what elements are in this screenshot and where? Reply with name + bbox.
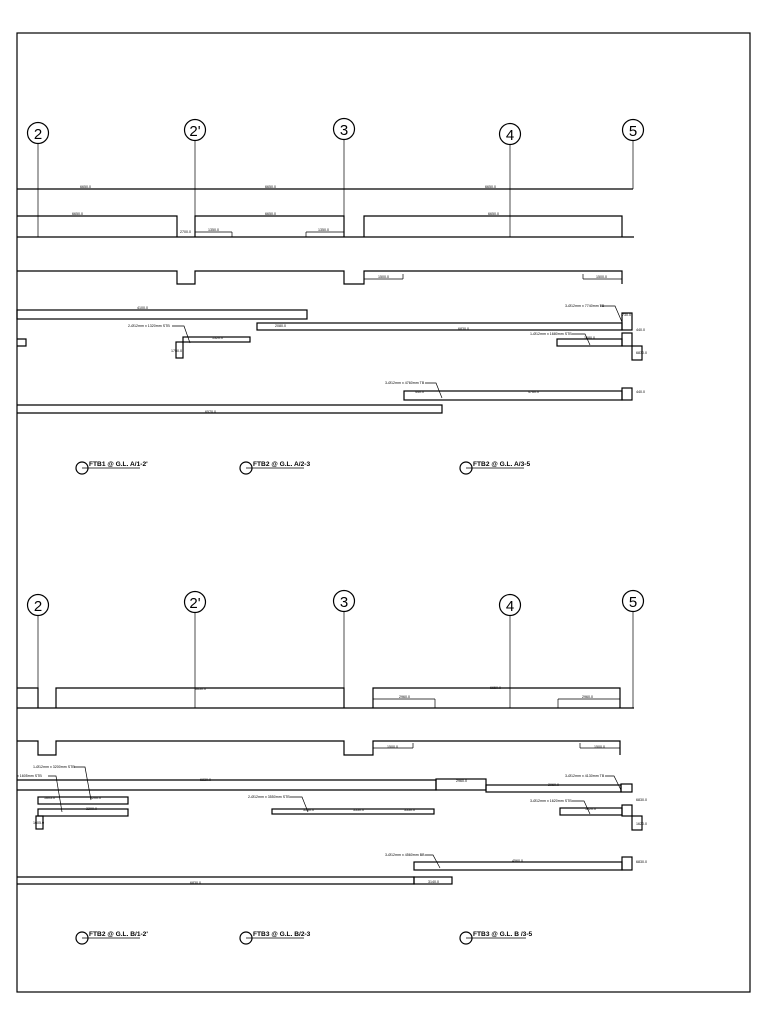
dim-label: 6650.0: [488, 212, 499, 216]
section-tag-title: FTB3 @ G.L. B/2-3: [253, 931, 311, 938]
rebar-dim: 1320.0: [212, 336, 223, 340]
dim-label: 1500.0: [594, 745, 605, 749]
grid-label-5-bottom: 5: [628, 594, 638, 611]
dim-label: 2960.0: [399, 695, 410, 699]
rebar-dim: 3550.0: [353, 808, 364, 812]
section-tag-title: FTB2 @ G.L. A/2-3: [253, 461, 311, 468]
dim-label: 2960.0: [582, 695, 593, 699]
grid-label-3-top: 3: [339, 122, 349, 139]
section-tag-title: FTB2 @ G.L. A/3-5: [473, 461, 531, 468]
rebar-dim: 6830.0: [636, 798, 647, 802]
rebar-dim: 6830.0: [636, 351, 647, 355]
dim-label: 1350.0: [208, 228, 219, 232]
grid-bubble-2-bottom[interactable]: [28, 595, 49, 616]
bar-note: 1-Ø12mm x 1680mm STB: [530, 332, 572, 336]
section-2: [17, 591, 647, 945]
dim-label: 1500.0: [387, 745, 398, 749]
dim-label: 6650.0: [490, 686, 501, 690]
bar-note: 3-Ø12mm x 4560mm BB: [385, 853, 425, 857]
section-tag-title: FTB2 @ G.L. B/1-2': [89, 931, 148, 938]
bar-note: 3-Ø12mm x 7740mm TB: [565, 304, 605, 308]
rebar-dim: 6830.0: [200, 778, 211, 782]
grid-lines-bottom: [38, 612, 633, 708]
rebar-dim: 4560.0: [512, 859, 523, 863]
footing-line-top: [17, 271, 622, 284]
grid-bubble-2prime-bottom[interactable]: [185, 592, 206, 613]
grid-label-2-bottom: 2: [33, 598, 43, 615]
rebar-dim: 3550.0: [303, 808, 314, 812]
section-tag-title: FTB3 @ G.L. B /3-5: [473, 931, 533, 938]
rebar-dim: 6830.0: [458, 327, 469, 331]
bar-note: 1-Ø12mm x 3200mm STB: [33, 765, 75, 769]
rebar-dim: 2960.0: [548, 783, 559, 787]
rebar-dim: 6830.0: [636, 860, 647, 864]
rebar-dim: 3140.0: [428, 880, 439, 884]
grid-bubble-2-top[interactable]: [28, 123, 49, 144]
dim-label: 6650.0: [265, 185, 276, 189]
rebar-dim: 1620.0: [585, 807, 596, 811]
section-tag-6[interactable]: [460, 931, 533, 944]
grid-label-4-bottom: 4: [505, 598, 515, 615]
grid-label-2-top: 2: [33, 126, 43, 143]
rebar-dim: 1750.0: [171, 349, 182, 353]
rebar-dim: 6570.0: [205, 410, 216, 414]
grid-bubble-4-bottom[interactable]: [500, 595, 521, 616]
bar-note: 3-Ø12mm x 4130mm TB: [565, 774, 605, 778]
bar-note: 2-Ø12mm x 1320mm STB: [128, 324, 170, 328]
dim-label: 6650.0: [485, 185, 496, 189]
rebar-dim: 440.0: [636, 328, 645, 332]
grid-bubble-3-bottom[interactable]: [334, 591, 355, 612]
rebar-dim: 730.0: [622, 313, 631, 317]
grid-bubble-5-bottom[interactable]: [623, 591, 644, 612]
dim-label: 1350.0: [318, 228, 329, 232]
dim-label: 2700.0: [180, 230, 191, 234]
rebar-dim: 6830.0: [190, 881, 201, 885]
rebar-details-bottom: [17, 765, 647, 885]
grid-label-2prime-top: 2': [189, 123, 201, 140]
dim-label: 6650.0: [195, 687, 206, 691]
grid-bubble-3-top[interactable]: [334, 119, 355, 140]
bar-note: 3-Ø12mm x 1620mm STB: [530, 799, 572, 803]
dim-label: 6650.0: [72, 212, 83, 216]
rebar-dim: 1605.0: [44, 796, 55, 800]
grid-label-4-top: 4: [505, 127, 515, 144]
section-1: [17, 119, 647, 475]
bar-note: 2-Ø12mm x 3550mm STB: [248, 795, 290, 799]
bar-note: 3-Ø12mm x 4760mm TB: [385, 381, 425, 385]
rebar-dim: 1680.0: [584, 336, 595, 340]
grid-bubble-5-top[interactable]: [623, 120, 644, 141]
footing-line-bottom: [17, 741, 620, 755]
grid-label-3-bottom: 3: [339, 594, 349, 611]
section-tag-5[interactable]: [240, 931, 311, 944]
section-tag-4[interactable]: [76, 931, 148, 944]
dim-label: 1500.0: [378, 275, 389, 279]
rebar-dim: 3550.0: [404, 808, 415, 812]
section-tag-3[interactable]: [460, 461, 530, 474]
rebar-dim: 2960.0: [456, 779, 467, 783]
grid-label-2prime-bottom: 2': [189, 595, 201, 612]
rebar-dim: 4100.0: [137, 306, 148, 310]
section-tag-1[interactable]: [76, 461, 148, 474]
dim-label: 1500.0: [596, 275, 607, 279]
section-tag-title: FTB1 @ G.L. A/1-2': [89, 461, 148, 468]
rebar-dim: 440.0: [415, 390, 424, 394]
dim-label: 6650.0: [265, 212, 276, 216]
rebar-dim: 3200.0: [86, 807, 97, 811]
beam-elevation-bottom: [17, 686, 634, 708]
dim-label: 6650.0: [80, 185, 91, 189]
section-tag-2[interactable]: [240, 461, 310, 474]
bar-note: x 1605mm STB: [17, 774, 42, 778]
sheet-border: [17, 33, 750, 992]
top-dimension-line: [17, 185, 633, 189]
grid-bubble-2prime-top[interactable]: [185, 120, 206, 141]
rebar-details-top: [17, 304, 647, 414]
grid-label-5-top: 5: [628, 123, 638, 140]
rebar-dim: 2080.0: [275, 324, 286, 328]
grid-bubble-4-top[interactable]: [500, 124, 521, 145]
rebar-dim: 1605.0: [33, 821, 44, 825]
rebar-dim: 1620.0: [636, 822, 647, 826]
rebar-dim: 4760.0: [528, 390, 539, 394]
rebar-dim: 440.0: [636, 390, 645, 394]
rebar-dim: 3200.0: [90, 796, 101, 800]
beam-elevation-top: [17, 212, 634, 237]
